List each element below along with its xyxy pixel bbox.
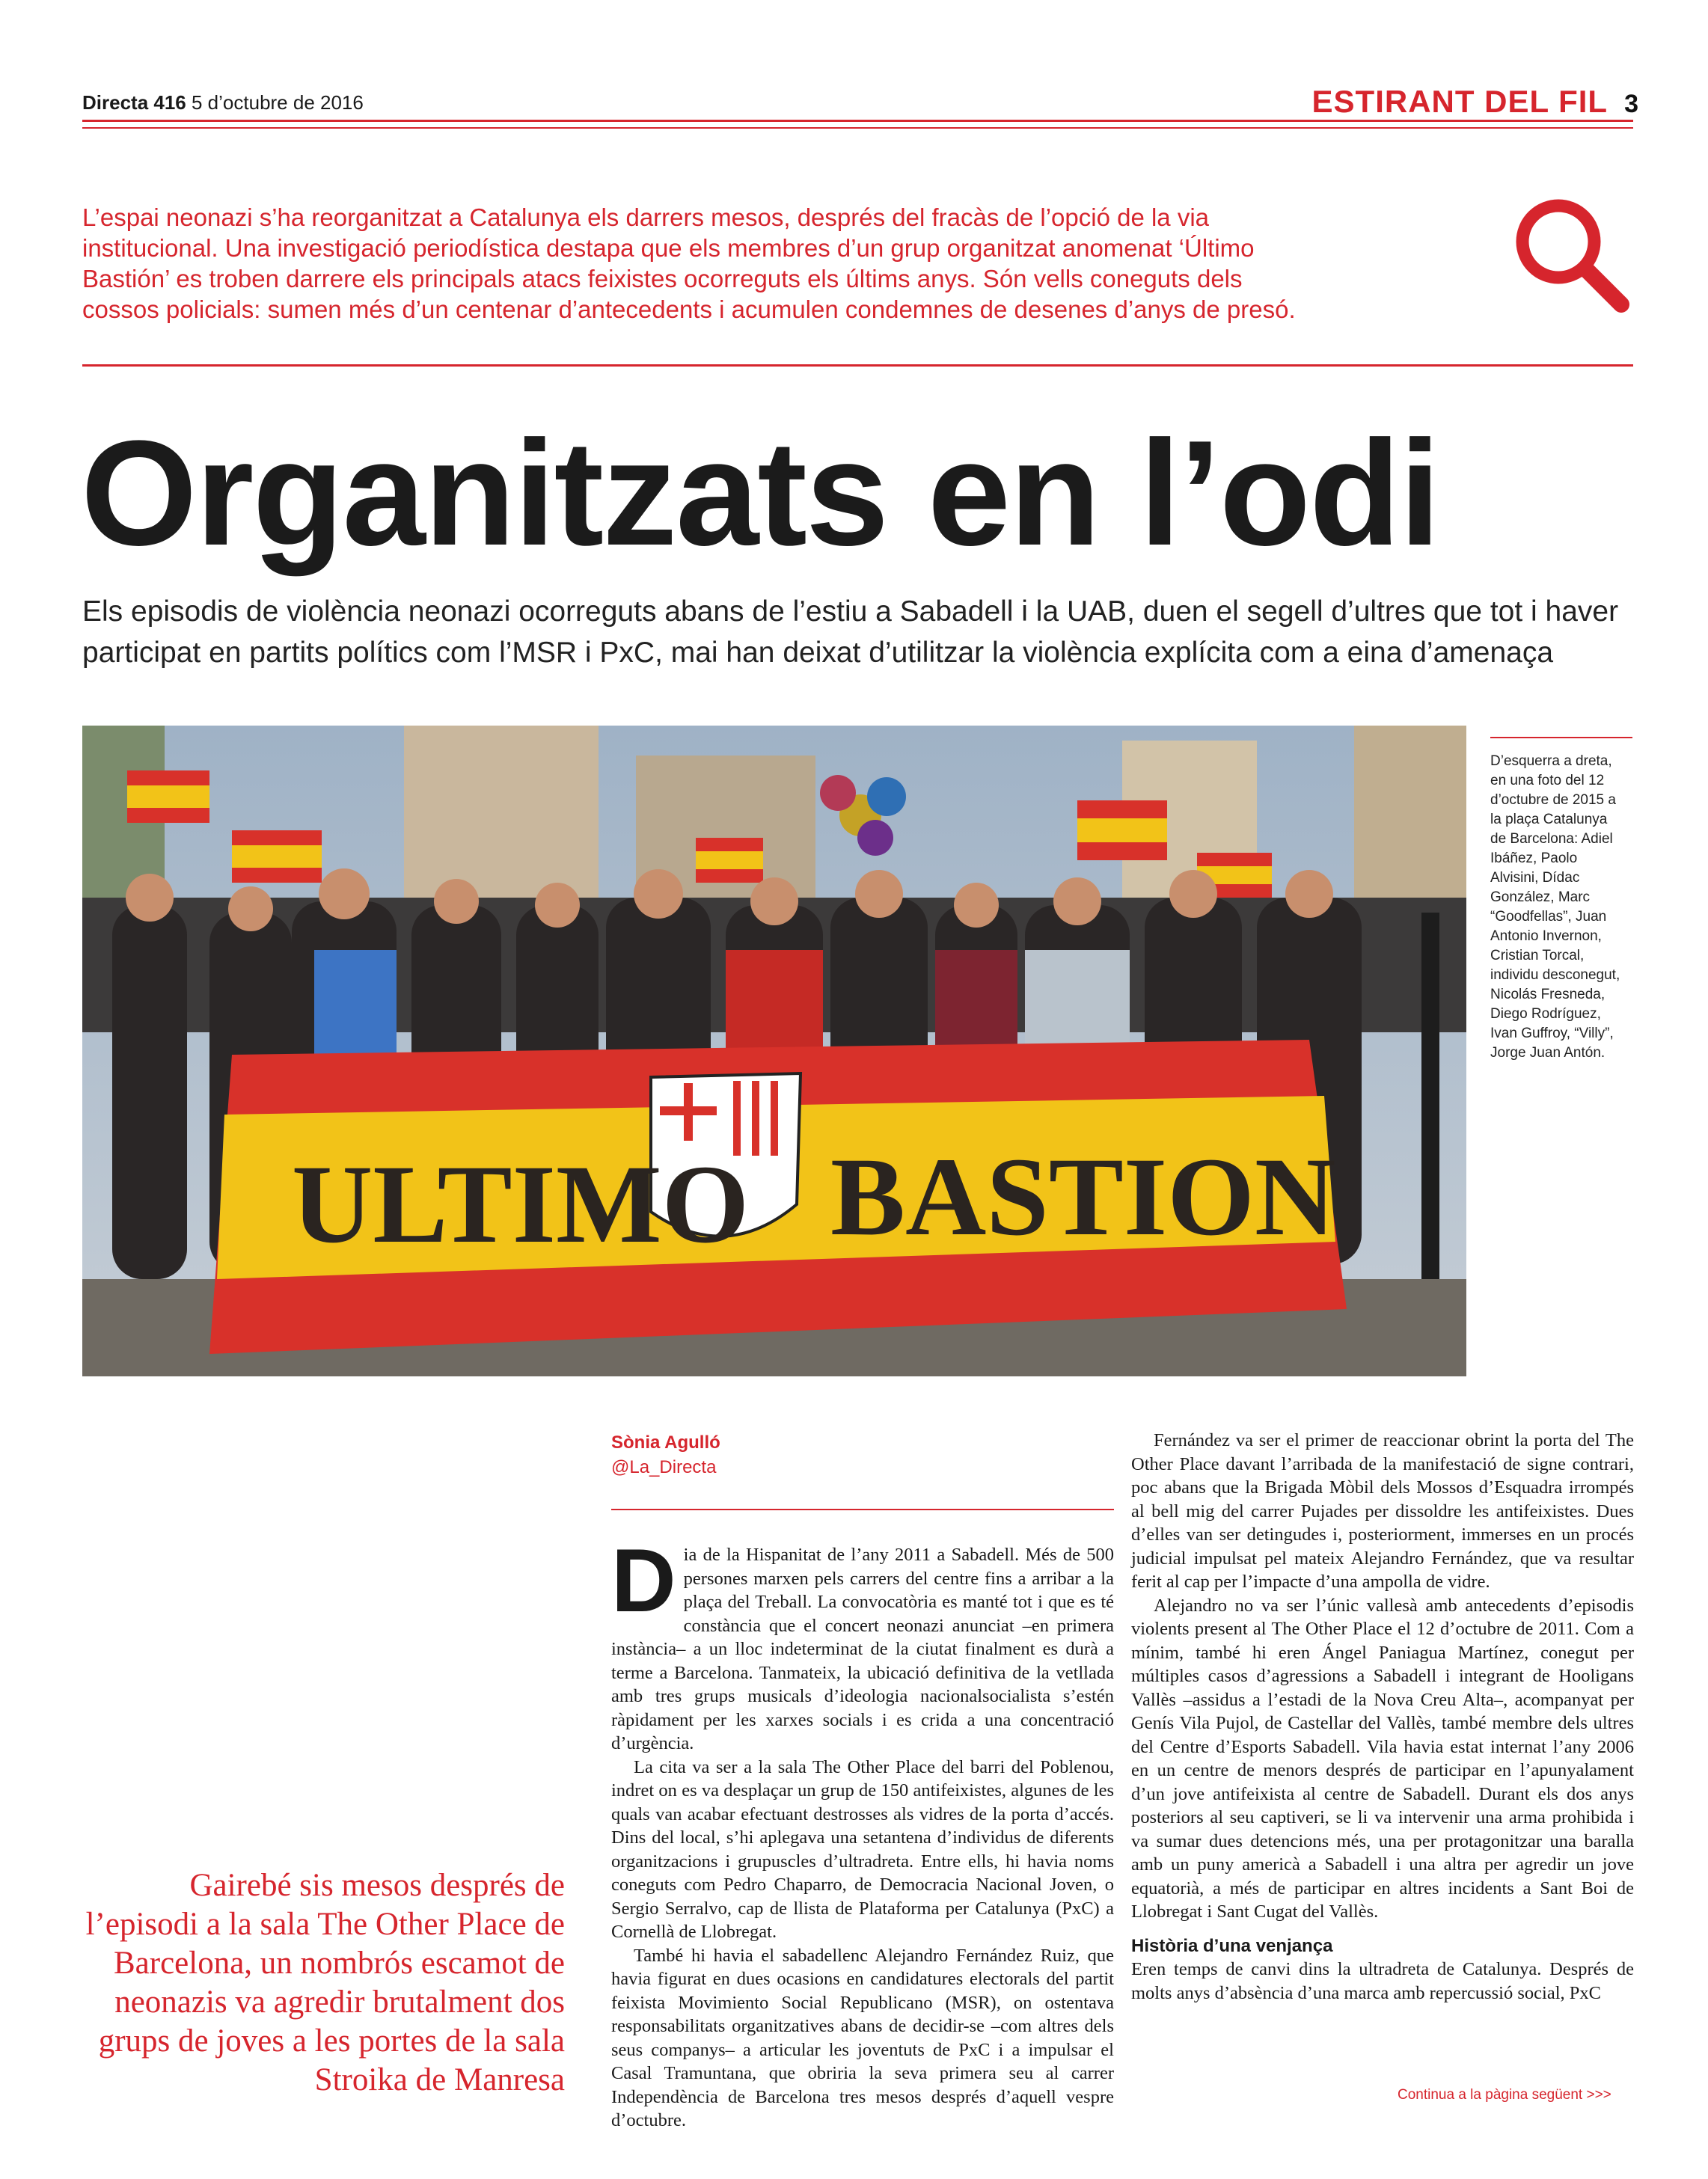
page-number: 3 xyxy=(1624,90,1639,118)
drop-cap: D xyxy=(611,1530,676,1631)
continue-link[interactable]: Continua a la pàgina següent >>> xyxy=(1398,2087,1611,2103)
banner-text-left: ULTIMO xyxy=(292,1142,750,1266)
paragraph: Eren temps de canvi dins la ultradreta de Catalunya. Després de molts anys d’absència d’una marca amb repercussió social, PxC xyxy=(1131,1959,1634,2003)
paragraph: Fernández va ser el primer de reaccionar obrint la porta del The Other Place davant l’arribada de la manifestació de signe contrari, poc abans que la Brigada Mòbil dels Mossos d’Esquadra irrompés al bell mig del carrer Pujades per dissoldre les antifeixistes. Dues d’elles van ser detingudes i, posteriorment, immerses en un procés judicial impulsat pel mateix Alejandro Fernández, que va resultar ferit al cap per l’impacte d’una ampolla de vidre. xyxy=(1131,1430,1634,1592)
intro-paragraph: L’espai neonazi s’ha reorganitzat a Catalunya els darrers mesos, després del fracàs de l’opció de la via institucional. Una investigació periodística destapa que els membres d’un grup organitzat anomenat ‘Último Bastión’ es troben darrere els principals atacs feixistes ocorreguts els últims anys. Són vells coneguts dels cossos policials: sumen més d’un centenar d’antecedents i acumulen condemnes de desenes d’anys de presó. xyxy=(82,203,1296,323)
paragraph: ia de la Hispanitat de l’any 2011 a Sabadell. Més de 500 persones marxen pels carrers del centre fins a arribar a la plaça del Treball. La convocatòria es manté tot i que es té constància que el concert neonazi anunciat –en primera instància– a un lloc indeterminat de la ciutat finalment es durà a terme a Barcelona. Tanmateix, la ubicació definitiva de la vetllada amb tres grups musicals d’ideologia nacionalsocialista s’estén ràpidament per les xarxes socials i es crida a una concentració d’urgència. xyxy=(611,1545,1114,1753)
paragraph: També hi havia el sabadellenc Alejandro Fernández Ruiz, que havia figurat en dues ocasions en candidatures electorals del partit feixista Movimiento Social Republicano (MSR), on ostentava responsabilitats organitzatives abans de decidir-se –com altres dels seus companys– a articular les joventuts de PxC i a impulsar el Casal Tramuntana, que obriria la seva primera seu al carrer Independència de Barcelona tres mesos després d’aquell vespre d’octubre. xyxy=(611,1945,1114,2130)
article-title: Organitzats en l’odi xyxy=(81,410,1439,577)
section-title: ESTIRANT DEL FIL xyxy=(1311,84,1608,119)
banner-text-right: BASTION xyxy=(830,1135,1336,1259)
search-icon xyxy=(1507,191,1635,318)
section-header xyxy=(1312,84,1639,120)
author-name: Sònia Agulló xyxy=(611,1432,720,1453)
article-column-1 xyxy=(611,1530,1114,2133)
article-subtitle: Els episodis de violència neonazi ocorreguts abans de l’estiu a Sabadell i la UAB, duen el segell d’ultres que tot i haver participat en partits polítics com l’MSR i PxC, mai han deixat d’utilitzar la violència explícita com a eina d’amenaça xyxy=(82,595,1619,669)
paragraph: La cita va ser a la sala The Other Place del barri del Poblenou, indret on es va desplaçar un grup de 150 antifeixistes, algunes de les quals van acabar efectuant destrosses als vidres de la porta d’accés. Dins del local, s’hi aplegava una setantena d’individus de diferents organitzacions i grupuscles d’ultradreta. Entre ells, hi havia noms coneguts com Pedro Chaparro, de Democracia Nacional Joven, o Sergio Serralvo, cap de llista de Plataforma per Catalunya (PxC) a Cornellà de Llobregat. xyxy=(611,1756,1114,1942)
publication-date: 5 d’octubre de 2016 xyxy=(192,91,364,114)
byline-rule xyxy=(611,1509,1114,1510)
pull-quote: Gairebé sis mesos després de l’episodi a la sala The Other Place de Barcelona, un nombrós escamot de neonazis va agredir brutalment dos grups de joves a les portes de la sala Stroika de Manresa xyxy=(85,1868,565,2097)
article-column-2 xyxy=(1131,1429,1634,2005)
author-handle[interactable]: @La_Directa xyxy=(611,1457,717,1477)
publication-name: Directa 416 xyxy=(82,91,186,114)
section-subhead: Història d’una venjança xyxy=(1131,1935,1333,1956)
header-rule-top xyxy=(82,120,1633,122)
caption-rule xyxy=(1490,737,1632,738)
intro-rule xyxy=(82,364,1633,367)
paragraph: Alejandro no va ser l’únic vallesà amb antecedents d’episodis violents present al The Other Place el 12 d’octubre de 2011. Com a mínim, també hi eren Ángel Paniagua Martínez, conegut per múltiples casos d’agressions a Sabadell i integrant de Hooligans Vallès –assidus a l’estadi de la Nova Creu Alta–, acompanyat per Genís Vila Pujol, de Castellar del Vallès, també membre dels ultres del Centre d’Esports Sabadell. Vila havia estat internat l’any 2006 en un centre de menors després de participar en l’apunyalament d’un jove antifeixista al centre de Sabadell. Durant els dos anys posteriors al seu captiveri, se li va intervenir una arma prohibida i va sumar dues detencions més, una per protagonitzar una baralla amb un puny americà a Sabadell i una altra per agredir un jove equatorià, a més de participar en altres incidents a Sant Boi de Llobregat i Sant Cugat del Vallès. xyxy=(1131,1595,1634,1922)
article-photo xyxy=(82,726,1466,1376)
header-rule-bottom xyxy=(82,127,1633,129)
header-publication xyxy=(82,91,364,114)
photo-scene xyxy=(82,726,1466,1376)
photo-caption: D’esquerra a dreta, en una foto del 12 d’octubre de 2015 a la plaça Catalunya de Barcelona: Adiel Ibáñez, Paolo Alvisini, Dídac González, Marc “Goodfellas”, Juan Antonio Invernon, Cristian Torcal, individu desconegut, Nicolás Fresneda, Diego Rodríguez, Ivan Guffroy, “Villy”, Jorge Juan Antón. xyxy=(1490,753,1620,1061)
